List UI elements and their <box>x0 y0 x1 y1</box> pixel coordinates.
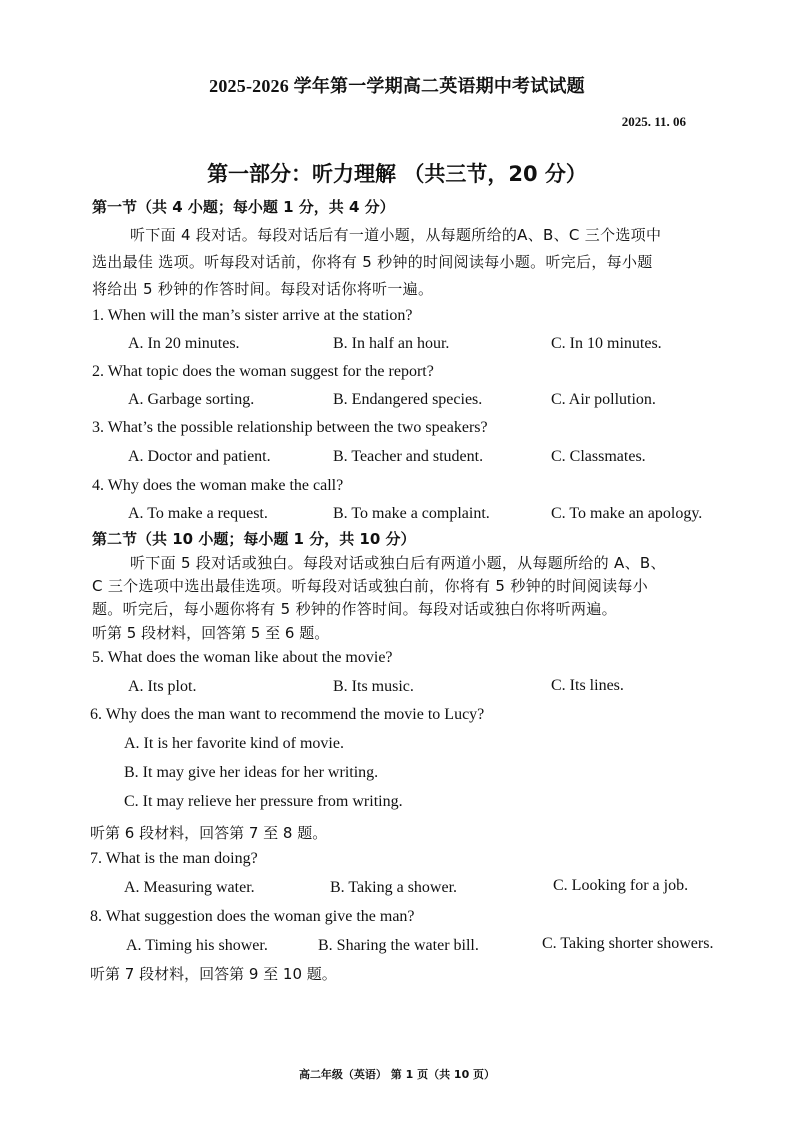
option-b: B. In half an hour. <box>333 335 450 352</box>
option-c: C. Air pollution. <box>551 391 656 408</box>
option-b: B. Teacher and student. <box>333 448 484 465</box>
section-title: 第一节（共 4 小题；每小题 1 分，共 4 分） <box>92 198 395 216</box>
question-stem: 5. What does the woman like about the movie? <box>92 649 393 666</box>
option-a: A. Doctor and patient. <box>128 448 271 465</box>
question-stem: 3. What’s the possible relationship between the two speakers? <box>92 419 488 436</box>
page-footer: 高二年级（英语） 第 1 页（共 10 页） <box>298 1068 496 1081</box>
option-b: B. It may give her ideas for her writing. <box>124 764 379 781</box>
option-c: C. To make an apology. <box>551 505 703 522</box>
instruction-line: 听下面 4 段对话。每段对话后有一道小题，从每题所给的A、B、C 三个选项中 <box>130 226 662 244</box>
option-b: B. Sharing the water bill. <box>318 937 479 954</box>
material-instruction: 听第 7 段材料，回答第 9 至 10 题。 <box>90 965 337 983</box>
option-a: A. Timing his shower. <box>126 937 268 954</box>
option-a: A. Measuring water. <box>124 879 255 896</box>
option-a: A. It is her favorite kind of movie. <box>124 735 344 752</box>
option-b: B. Endangered species. <box>333 391 483 408</box>
option-c: C. Taking shorter showers. <box>542 935 714 952</box>
option-a: A. In 20 minutes. <box>128 335 240 352</box>
option-c: C. Classmates. <box>551 448 646 465</box>
section-title: 第二节（共 10 小题；每小题 1 分，共 10 分） <box>92 530 416 548</box>
question-stem: 6. Why does the man want to recommend the movie to Lucy? <box>90 706 485 723</box>
option-c: C. Looking for a job. <box>553 877 689 894</box>
material-instruction: 听第 5 段材料，回答第 5 至 6 题。 <box>92 624 330 642</box>
question-stem: 8. What suggestion does the woman give the man? <box>90 908 415 925</box>
option-b: B. To make a complaint. <box>333 505 490 522</box>
question-stem: 4. Why does the woman make the call? <box>92 477 344 494</box>
option-a: A. Garbage sorting. <box>128 391 255 408</box>
instruction-line: 将给出 5 秒钟的作答时间。每段对话你将听一遍。 <box>92 280 434 298</box>
option-a: A. Its plot. <box>128 678 197 695</box>
option-b: B. Its music. <box>333 678 414 695</box>
question-stem: 1. When will the man’s sister arrive at the station? <box>92 307 413 324</box>
instruction-line: 选出最佳 选项。听每段对话前，你将有 5 秒钟的时间阅读每小题。听完后，每小题 <box>92 253 653 271</box>
option-a: A. To make a request. <box>128 505 268 522</box>
option-c: C. Its lines. <box>551 677 624 694</box>
option-b: B. Taking a shower. <box>330 879 458 896</box>
instruction-line: C 三个选项中选出最佳选项。听每段对话或独白前，你将有 5 秒钟的时间阅读每小 <box>92 577 649 595</box>
option-c: C. It may relieve her pressure from writing. <box>124 793 403 810</box>
option-c: C. In 10 minutes. <box>551 335 662 352</box>
instruction-line: 听下面 5 段对话或独白。每段对话或独白后有两道小题，从每题所给的 A、B、 <box>130 554 666 572</box>
exam-date: 2025. 11. 06 <box>621 114 686 129</box>
exam-title: 2025-2026 学年第一学期高二英语期中考试试题 <box>209 76 585 96</box>
material-instruction: 听第 6 段材料，回答第 7 至 8 题。 <box>90 824 328 842</box>
part-title: 第一部分：听力理解 （共三节，20 分） <box>207 162 587 186</box>
question-stem: 2. What topic does the woman suggest for the report? <box>92 363 434 380</box>
question-stem: 7. What is the man doing? <box>90 850 258 867</box>
instruction-line: 题。听完后，每小题你将有 5 秒钟的作答时间。每段对话或独白你将听两遍。 <box>92 600 617 618</box>
